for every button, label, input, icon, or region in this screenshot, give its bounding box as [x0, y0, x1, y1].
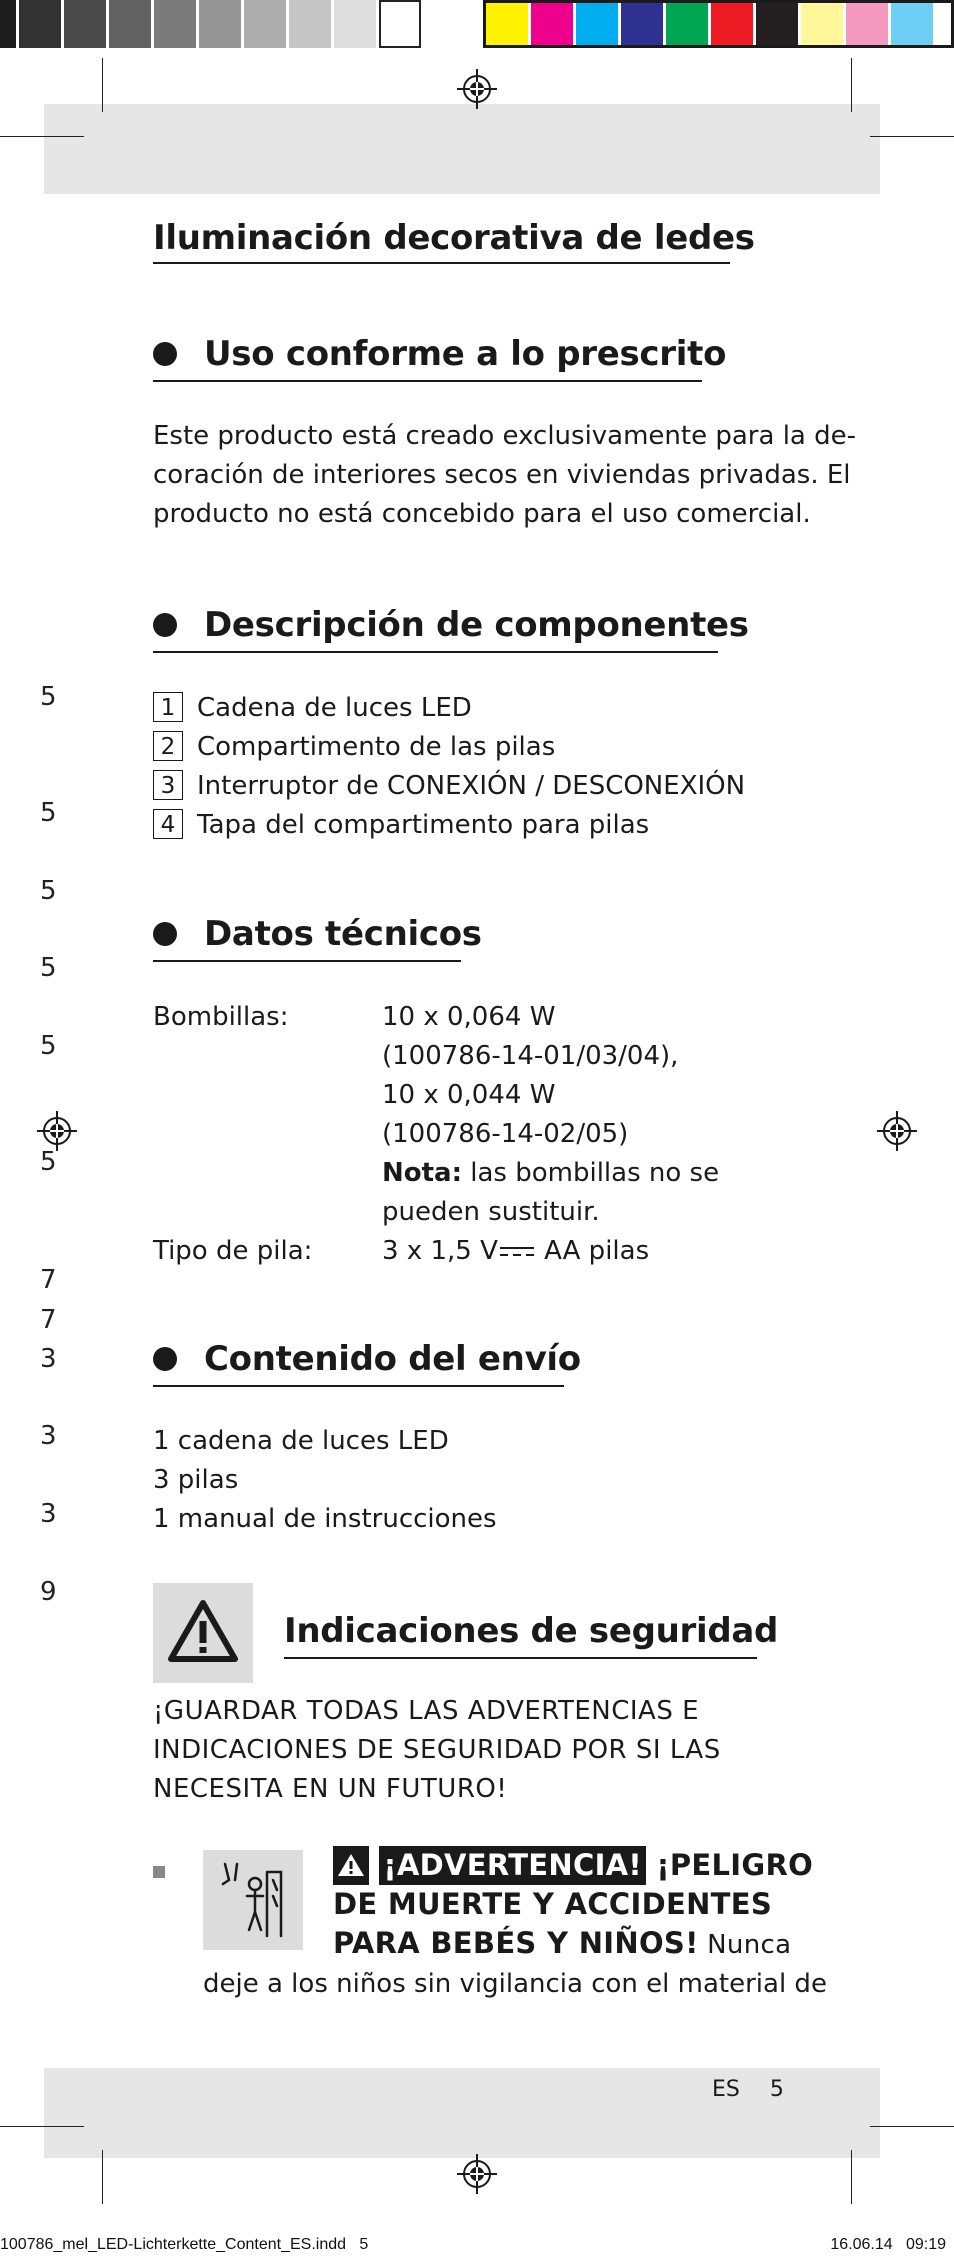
warning-triangle-icon [336, 1852, 366, 1878]
margin-number: 3 [40, 1499, 57, 1529]
warning-tag-label: ¡ADVERTENCIA! [379, 1846, 646, 1885]
gray-swatch [19, 0, 61, 48]
text-line: pueden sustituir. [382, 1197, 600, 1227]
warning-text: Nunca [698, 1930, 792, 1960]
component-label: Cadena de luces LED [197, 693, 472, 723]
text-line: Este producto está creado exclusivamente para la de- [153, 421, 856, 451]
heading-underline [153, 1385, 564, 1387]
process-bar-frame [483, 0, 954, 48]
margin-number: 5 [40, 953, 57, 983]
page-footer [712, 2077, 784, 2102]
registration-mark-icon [457, 69, 497, 109]
heading-text: Datos técnicos [204, 914, 482, 954]
margin-number: 7 [40, 1305, 57, 1335]
list-item: 1 cadena de luces LED [153, 1426, 449, 1456]
gray-swatch [289, 0, 331, 48]
page-title [153, 218, 755, 258]
gray-swatch [244, 0, 286, 48]
header-band [44, 104, 880, 194]
text-line: 10 x 0,064 W [382, 1002, 556, 1032]
slug-filename: 100786_mel_LED-Lichterkette_Content_ES.indd 5 [0, 2236, 369, 2253]
page-number: 5 [769, 2077, 784, 2102]
text-line: 10 x 0,044 W [382, 1080, 556, 1110]
gray-swatch [379, 0, 421, 48]
warning-line [333, 1846, 813, 1885]
margin-number: 5 [40, 798, 57, 828]
text-line: (100786-14-02/05) [382, 1119, 629, 1149]
margin-number: 3 [40, 1344, 57, 1374]
pila-type: AA pilas [535, 1236, 650, 1266]
component-item [153, 767, 745, 806]
uso-paragraph [153, 417, 856, 534]
gray-swatch [334, 0, 376, 48]
list-item: 3 pilas [153, 1465, 239, 1495]
heading-text: Descripción de componentes [204, 605, 749, 645]
crop-mark [0, 2126, 84, 2127]
heading-text: Contenido del envío [204, 1339, 581, 1379]
contenido-list [153, 1422, 497, 1539]
crop-mark [851, 2150, 852, 2204]
title-underline [153, 262, 730, 264]
margin-number: 7 [40, 1265, 57, 1295]
pila-value [382, 1232, 649, 1271]
warning-line: DE MUERTE Y ACCIDENTES [333, 1887, 773, 1921]
warning-heading [333, 1846, 813, 1965]
warning-text: ¡PELIGRO [645, 1848, 814, 1882]
component-label: Compartimento de las pilas [197, 732, 556, 762]
crop-mark [870, 2126, 954, 2127]
warning-text: PARA BEBÉS Y NIÑOS! [333, 1926, 699, 1960]
safety-caps-notice [153, 1692, 721, 1809]
text-line: coración de interiores secos en viviendas privadas. El [153, 460, 851, 490]
nota-line [382, 1154, 719, 1193]
nota-text: las bombillas no se [462, 1158, 720, 1188]
text-line: INDICACIONES DE SEGURIDAD POR SI LAS [153, 1735, 721, 1765]
warning-triangle-icon [153, 1583, 253, 1683]
pila-label: Tipo de pila: [153, 1236, 313, 1266]
section-heading-componentes [153, 605, 749, 645]
registration-mark-icon [877, 1111, 917, 1151]
text-line: deje a los niños sin vigilancia con el material de [203, 1969, 827, 1999]
bullet-icon [153, 342, 177, 366]
component-number: 4 [153, 809, 183, 839]
component-number: 3 [153, 770, 183, 800]
list-item: 1 manual de instrucciones [153, 1504, 497, 1534]
child-hazard-icon [203, 1850, 303, 1950]
gray-swatch [64, 0, 106, 48]
margin-number: 5 [40, 1031, 57, 1061]
warning-triangle-box [153, 1583, 253, 1683]
registration-mark-icon [37, 1111, 77, 1151]
bullet-icon [153, 922, 177, 946]
component-item [153, 689, 472, 728]
child-hazard-box [203, 1850, 303, 1950]
crop-mark [102, 2150, 103, 2204]
text-line: producto no está concebido para el uso comercial. [153, 499, 811, 529]
heading-underline [284, 1657, 757, 1659]
section-heading-uso [153, 334, 726, 374]
crop-mark [870, 136, 954, 137]
heading-text: Indicaciones de seguridad [284, 1611, 779, 1651]
margin-number: 9 [40, 1577, 57, 1607]
crop-mark [0, 136, 84, 137]
warning-body [203, 1965, 827, 2004]
heading-underline [153, 380, 702, 382]
section-heading-datos [153, 914, 482, 954]
component-number: 2 [153, 731, 183, 761]
warning-tag [333, 1846, 369, 1885]
gray-swatch [109, 0, 151, 48]
bombillas-value [382, 998, 719, 1232]
text-line: NECESITA EN UN FUTURO! [153, 1774, 508, 1804]
dc-symbol-icon [500, 1245, 534, 1259]
gray-swatch [0, 0, 16, 48]
crop-mark [102, 58, 103, 112]
bullet-icon [153, 1347, 177, 1371]
margin-number: 5 [40, 1147, 57, 1177]
component-item [153, 806, 649, 845]
heading-underline [153, 651, 718, 653]
footer-lang: ES [712, 2077, 740, 2102]
page-title-text: Iluminación decorativa de ledes [153, 218, 755, 258]
registration-mark-icon [457, 2154, 497, 2194]
square-bullet-icon [153, 1866, 165, 1878]
component-label: Interruptor de CONEXIÓN / DESCONEXIÓN [197, 771, 746, 801]
text-line: ¡GUARDAR TODAS LAS ADVERTENCIAS E [153, 1696, 700, 1726]
section-heading-contenido [153, 1339, 581, 1379]
component-item [153, 728, 555, 767]
heading-text: Uso conforme a lo prescrito [204, 334, 727, 374]
gray-swatch [199, 0, 241, 48]
pila-voltage: 3 x 1,5 V [382, 1236, 498, 1266]
margin-number: 5 [40, 682, 57, 712]
gray-swatch [154, 0, 196, 48]
bombillas-label: Bombillas: [153, 1002, 289, 1032]
text-line: (100786-14-01/03/04), [382, 1041, 679, 1071]
component-label: Tapa del compartimento para pilas [197, 810, 650, 840]
heading-underline [153, 960, 461, 962]
component-number: 1 [153, 692, 183, 722]
margin-number: 5 [40, 876, 57, 906]
slug-date: 16.06.14 09:19 [830, 2236, 946, 2253]
crop-mark [851, 58, 852, 112]
nota-label: Nota: [382, 1158, 462, 1188]
margin-number: 3 [40, 1421, 57, 1451]
section-heading-seguridad [284, 1611, 778, 1651]
bullet-icon [153, 613, 177, 637]
warning-line [333, 1924, 813, 1965]
